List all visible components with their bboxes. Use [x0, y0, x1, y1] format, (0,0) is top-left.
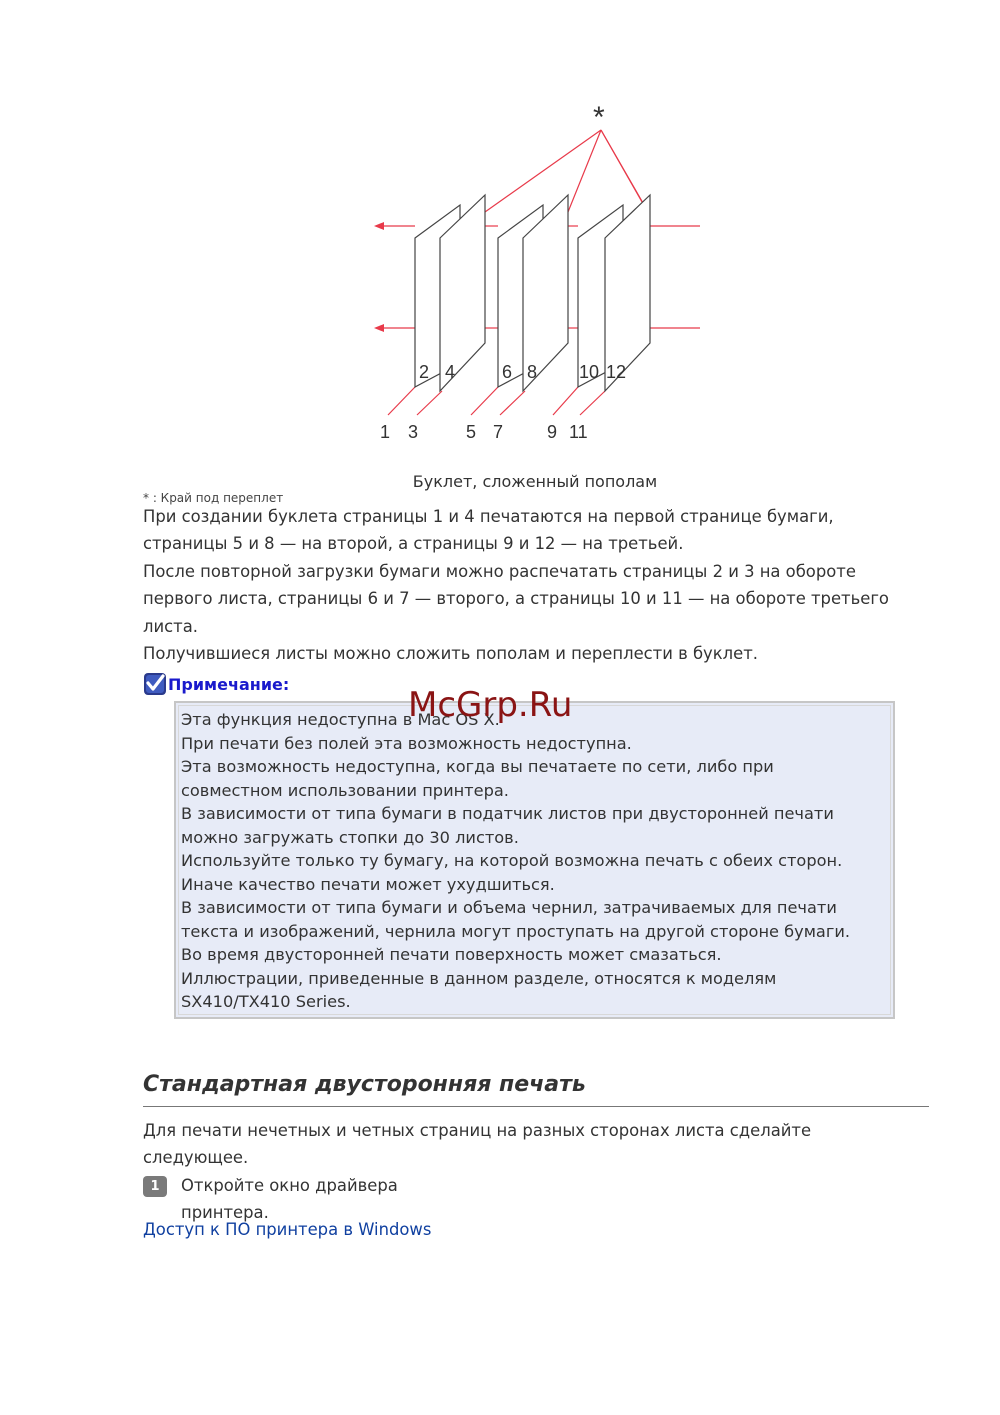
note-line: Во время двусторонней печати поверхность может смазаться.: [181, 945, 722, 964]
step-number-badge: 1: [143, 1176, 167, 1197]
note-line: можно загружать стопки до 30 листов.: [181, 827, 519, 847]
section-intro: [143, 1117, 943, 1172]
note-header: [143, 671, 289, 697]
step-line: Откройте окно драйвера: [181, 1176, 398, 1195]
note-text: [181, 708, 891, 1014]
note-line: совместном использовании принтера.: [181, 780, 509, 800]
intro-line: Получившиеся листы можно сложить пополам и переплести в буклет.: [143, 644, 758, 664]
sheet-number: 10: [579, 362, 600, 382]
section-intro-line: следующее.: [143, 1148, 249, 1168]
note-line: Используйте только ту бумагу, на которой возможна печать с обеих сторон.: [181, 851, 843, 870]
note-line: В зависимости от типа бумаги и объема чернил, затрачиваемых для печати: [181, 898, 837, 917]
bottom-number: 1: [380, 422, 391, 442]
note-line: SX410/TX410 Series.: [181, 992, 351, 1011]
step-text: [181, 1172, 421, 1227]
intro-line: листа.: [143, 616, 198, 636]
bottom-number: 7: [493, 422, 504, 442]
note-label: Примечание:: [168, 674, 290, 694]
note-line: Иллюстрации, приведенные в данном разделе, относятся к моделям: [181, 968, 777, 988]
intro-line: При создании буклета страницы 1 и 4 печатаются на первой странице бумаги,: [143, 507, 834, 526]
bottom-number: 3: [408, 422, 419, 442]
section-title: Стандартная двусторонняя печать: [143, 1072, 586, 1097]
sheet-number: 6: [502, 362, 513, 382]
note-line: текста и изображений, чернила могут проступать на другой стороне бумаги.: [181, 921, 851, 941]
printer-software-link[interactable]: Доступ к ПО принтера в Windows: [143, 1220, 432, 1239]
sheet-number: 8: [527, 362, 538, 382]
figure-caption: Буклет, сложенный пополам: [412, 472, 658, 491]
sheet-number: 4: [445, 362, 456, 382]
checkmark-note-icon: [143, 672, 167, 696]
step-line: принтера.: [181, 1203, 269, 1223]
section-divider: [143, 1106, 929, 1107]
note-line: Эта функция недоступна в Mac OS X.: [181, 710, 500, 729]
note-line: При печати без полей эта возможность недоступна.: [181, 733, 632, 753]
intro-paragraph: [143, 503, 943, 667]
section-intro-line: Для печати нечетных и четных страниц на разных сторонах листа сделайте: [143, 1121, 812, 1140]
bottom-number: 5: [466, 422, 477, 442]
intro-line: первого листа, страницы 6 и 7 — второго, а страницы 10 и 11 — на обороте третьего: [143, 589, 889, 609]
note-line: В зависимости от типа бумаги в податчик листов при двусторонней печати: [181, 804, 834, 823]
sheet-number: 12: [606, 362, 627, 382]
note-line: Эта возможность недоступна, когда вы печатаете по сети, либо при: [181, 757, 774, 776]
booklet-diagram: [360, 95, 720, 455]
footnote: * : Край под переплет: [143, 491, 284, 505]
sheet-number: 2: [419, 362, 430, 382]
intro-line: страницы 5 и 8 — на второй, а страницы 9 и 12 — на третьей.: [143, 534, 684, 554]
note-line: Иначе качество печати может ухудшиться.: [181, 874, 555, 894]
intro-line: После повторной загрузки бумаги можно распечатать страницы 2 и 3 на обороте: [143, 561, 856, 581]
bottom-number: 11: [569, 422, 588, 442]
bottom-number: 9: [547, 422, 558, 442]
diagram-asterisk: *: [593, 101, 605, 134]
watermark: McGrp.Ru: [408, 685, 573, 725]
